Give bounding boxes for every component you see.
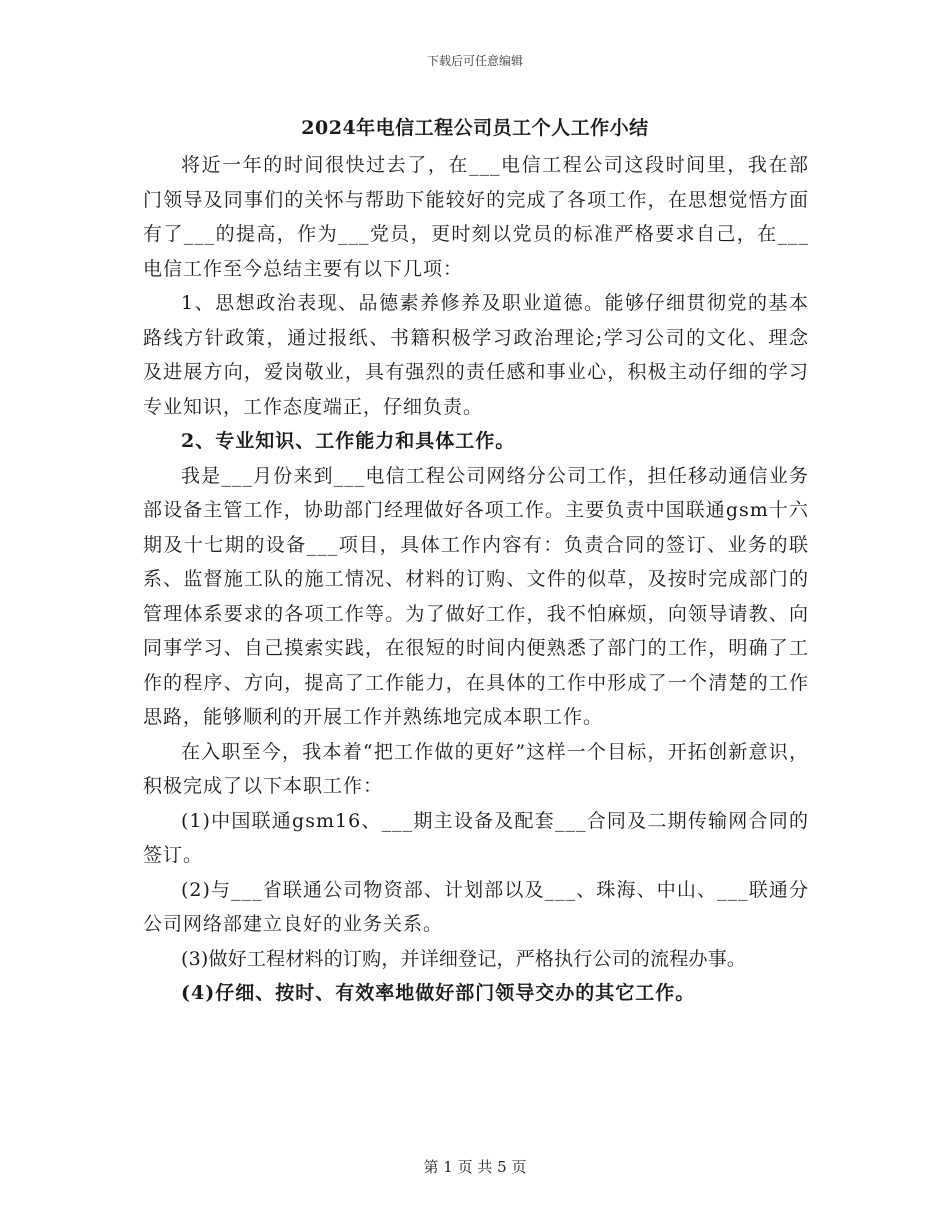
list-item-4: (4)仔细、按时、有效率地做好部门领导交办的其它工作。 bbox=[181, 982, 696, 1004]
document-body bbox=[143, 148, 809, 1011]
list-item-3: (3)做好工程材料的订购，并详细登记，严格执行公司的流程办事。 bbox=[181, 947, 747, 970]
list-item-1: (1)中国联通gsm16、___期主设备及配套___合同及二期传输网合同的签订。 bbox=[143, 809, 809, 866]
section-heading-2: 2、专业知识、工作能力和具体工作。 bbox=[181, 430, 516, 452]
list-item-2: (2)与___省联通公司物资部、计划部以及___、珠海、中山、___联通分公司网络部建立良好的业务关系。 bbox=[143, 878, 809, 935]
paragraph-intro: 将近一年的时间很快过去了，在___电信工程公司这段时间里，我在部门领导及同事们的关怀与帮助下能较好的完成了各项工作，在思想觉悟方面有了___的提高，作为___党员，更时刻以党员的标准严格要求自己，在___电信工作至今总结主要有以下几项： bbox=[143, 154, 809, 280]
paragraph-section-2-body: 我是___月份来到___电信工程公司网络分公司工作，担任移动通信业务部设备主管工作，协助部门经理做好各项工作。主要负责中国联通gsm十六期及十七期的设备___项目，具体工作内容有：负责合同的签订、业务的联系、监督施工队的施工情况、材料的订购、文件的似草，及按时完成部门的管理体系要求的各项工作等。为了做好工作，我不怕麻烦，向领导请教、向同事学习、自己摸索实践，在很短的时间内便熟悉了部门的工作，明确了工作的程序、方向，提高了工作能力，在具体的工作中形成了一个清楚的工作思路，能够顺利的开展工作并熟练地完成本职工作。 bbox=[143, 464, 809, 728]
document-title: 2024年电信工程公司员工个人工作小结 bbox=[301, 117, 649, 139]
page-number: 第 1 页 共 5 页 bbox=[423, 1158, 527, 1176]
paragraph-section-1: 1、思想政治表现、品德素养修养及职业道德。能够仔细贯彻党的基本路线方针政策，通过报纸、书籍积极学习政治理论;学习公司的文化、理念及进展方向，爱岗敬业，具有强烈的责任感和事业心，积极主动仔细的学习专业知识，工作态度端正，仔细负责。 bbox=[143, 292, 809, 418]
paragraph-goal: 在入职至今，我本着“把工作做的更好”这样一个目标，开拓创新意识，积极完成了以下本职工作： bbox=[143, 740, 809, 797]
header-note: 下载后可任意编辑 bbox=[426, 54, 523, 68]
